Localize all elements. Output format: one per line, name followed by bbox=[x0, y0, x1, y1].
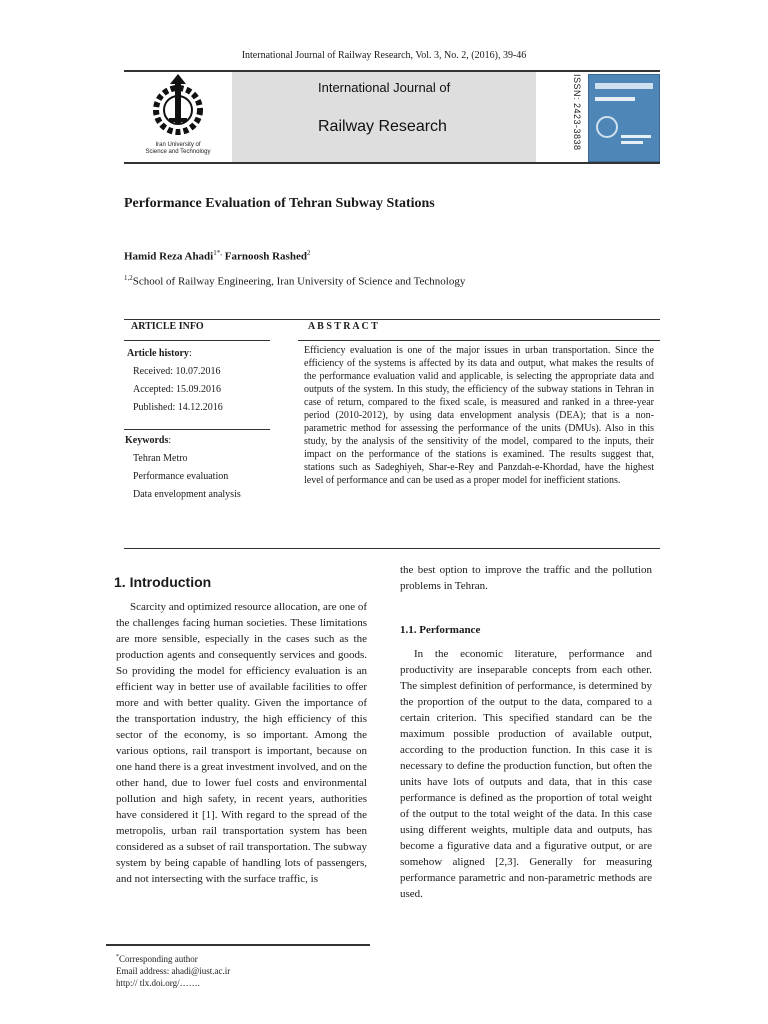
keyword-item: Tehran Metro bbox=[133, 453, 188, 464]
introduction-continuation-text: the best option to improve the traffic and the pollution problems in Tehran. bbox=[400, 564, 652, 592]
info-bottom-rule bbox=[124, 548, 660, 549]
section-heading-performance: 1.1. Performance bbox=[400, 624, 481, 636]
issn-text: ISSN: 2423-3838 bbox=[572, 74, 582, 151]
footnote-rule bbox=[106, 944, 370, 946]
footnote bbox=[116, 951, 230, 989]
logo-caption bbox=[124, 142, 232, 156]
article-history bbox=[127, 345, 223, 417]
footnote-email: Email address: ahadi@iust.ac.ir bbox=[116, 966, 231, 976]
abstract-heading: A B S T R A C T bbox=[308, 321, 378, 332]
author-1-affiliation-mark: 1*, bbox=[213, 249, 222, 257]
footnote-line1: Corresponding author bbox=[119, 954, 198, 964]
author-2-affiliation-mark: 2 bbox=[306, 249, 311, 257]
footnote-mark: * bbox=[116, 954, 119, 960]
keyword-item: Performance evaluation bbox=[133, 471, 229, 482]
corresponding-author-note bbox=[116, 951, 230, 965]
cover-art-icon bbox=[589, 75, 659, 161]
journal-banner bbox=[124, 70, 660, 164]
performance-text: In the economic literature, performance and productivity are inseparable concepts from each other. The simplest definition of performance, is determined by the proportion of the output to the data, compared to a certain criterion. This specified standard can be the maximum possible production of available output, according to the production function. In this case it is necessary to define the production function, but often the units have lots of outputs and data, that in this case performance is defined as the proportion of total weight of the output to the total weight of the data. In this case using different weights, multiple data and outputs, has become a figurative data and a figurative output, or are somehow aligned [2,3]. Generally for measuring performance parametric and non-parametric methods are used. bbox=[400, 648, 652, 900]
keyword-item: Data envelopment analysis bbox=[133, 489, 241, 500]
affiliation-text: School of Railway Engineering, Iran University of Science and Technology bbox=[132, 275, 466, 288]
affiliation bbox=[124, 274, 465, 288]
journal-cover-image bbox=[588, 74, 660, 162]
footnote-doi: http:// tlx.doi.org/……. bbox=[116, 978, 200, 988]
keywords-block bbox=[125, 432, 241, 504]
published-date: Published: 14.12.2016 bbox=[133, 402, 223, 413]
university-logo-icon bbox=[124, 72, 232, 142]
logo-caption-line2: Science and Technology bbox=[145, 149, 211, 155]
keywords-label: Keywords: bbox=[125, 435, 172, 446]
issn-label bbox=[570, 76, 584, 156]
author-1: Hamid Reza Ahadi bbox=[124, 250, 214, 263]
logo-caption-line1: Iran University of bbox=[155, 142, 201, 148]
accepted-date: Accepted: 15.09.2016 bbox=[133, 384, 222, 395]
affiliation-mark: 1,2 bbox=[124, 274, 133, 282]
history-label: Article history: bbox=[127, 348, 192, 359]
section-heading-introduction: 1. Introduction bbox=[114, 574, 212, 590]
paper-title: Performance Evaluation of Tehran Subway Stations bbox=[124, 196, 435, 211]
introduction-text: Scarcity and optimized resource allocation, are one of the challenges facing human societies. These limitations are more sensible, especially in the cases such as the production agents and consequently services and goods. So providing the model for efficiency evaluation is an efficient way in better use of available facilities to offer more and with better quality. Given the importance of the transportation industry, the high efficiency of this sector of the economy, is so important. Among the various options, rail transport is important, because on one hand there is a great investment involved, and on the other hand, due to lower fuel costs and environmental pollution and high safety, in recent years, authorities have considered it [1]. With regard to the spread of the metropolis, urban rail transportation system has been considered as a subset of rail transportation. The subway system by being capable of handling lots of passengers, and not intersecting with the surface traffic, is bbox=[116, 601, 368, 885]
running-head: International Journal of Railway Research, Vol. 3, No. 2, (2016), 39-46 bbox=[241, 50, 527, 61]
info-left-rule bbox=[124, 340, 270, 341]
introduction-continuation bbox=[400, 562, 652, 594]
journal-title-line2: Railway Research bbox=[318, 118, 447, 135]
introduction-paragraph bbox=[116, 599, 367, 887]
abstract-text: Efficiency evaluation is one of the major issues in urban transportation. Since the efficiency of the systems is affected by its data and output, what makes the results of the performance evaluation valid and applicable, is selecting the appropriate data and outputs of the system. In this study, the efficiency of the subway stations in Tehran in case of return, compared to the fixed scale, is measured and ranked in a three-year period (2010-2012), by using data envelopment analysis (DEA); that is a non-parametric method for assessing the performance of the units (DMUs). Also in this study, by the analysis of the sensitivity of the model, compared to the inputs, their impact on the performance of the stations is examined. The results suggest that, stations such as Sadeghiyeh, Shar-e-Rey and Panzdah-e-Khordad, have the highest level of performance and can be used as a proper model for inefficient stations. bbox=[304, 345, 654, 486]
university-logo bbox=[124, 72, 232, 162]
article-info-heading: ARTICLE INFO bbox=[131, 321, 204, 332]
journal-title-line1: International Journal of bbox=[318, 80, 451, 95]
received-date: Received: 10.07.2016 bbox=[133, 366, 221, 377]
author-list bbox=[124, 249, 310, 263]
info-right-rule bbox=[298, 340, 660, 341]
author-2: Farnoosh Rashed bbox=[221, 250, 307, 263]
performance-paragraph bbox=[400, 646, 652, 902]
info-top-rule bbox=[124, 319, 660, 320]
keywords-rule bbox=[124, 429, 270, 430]
